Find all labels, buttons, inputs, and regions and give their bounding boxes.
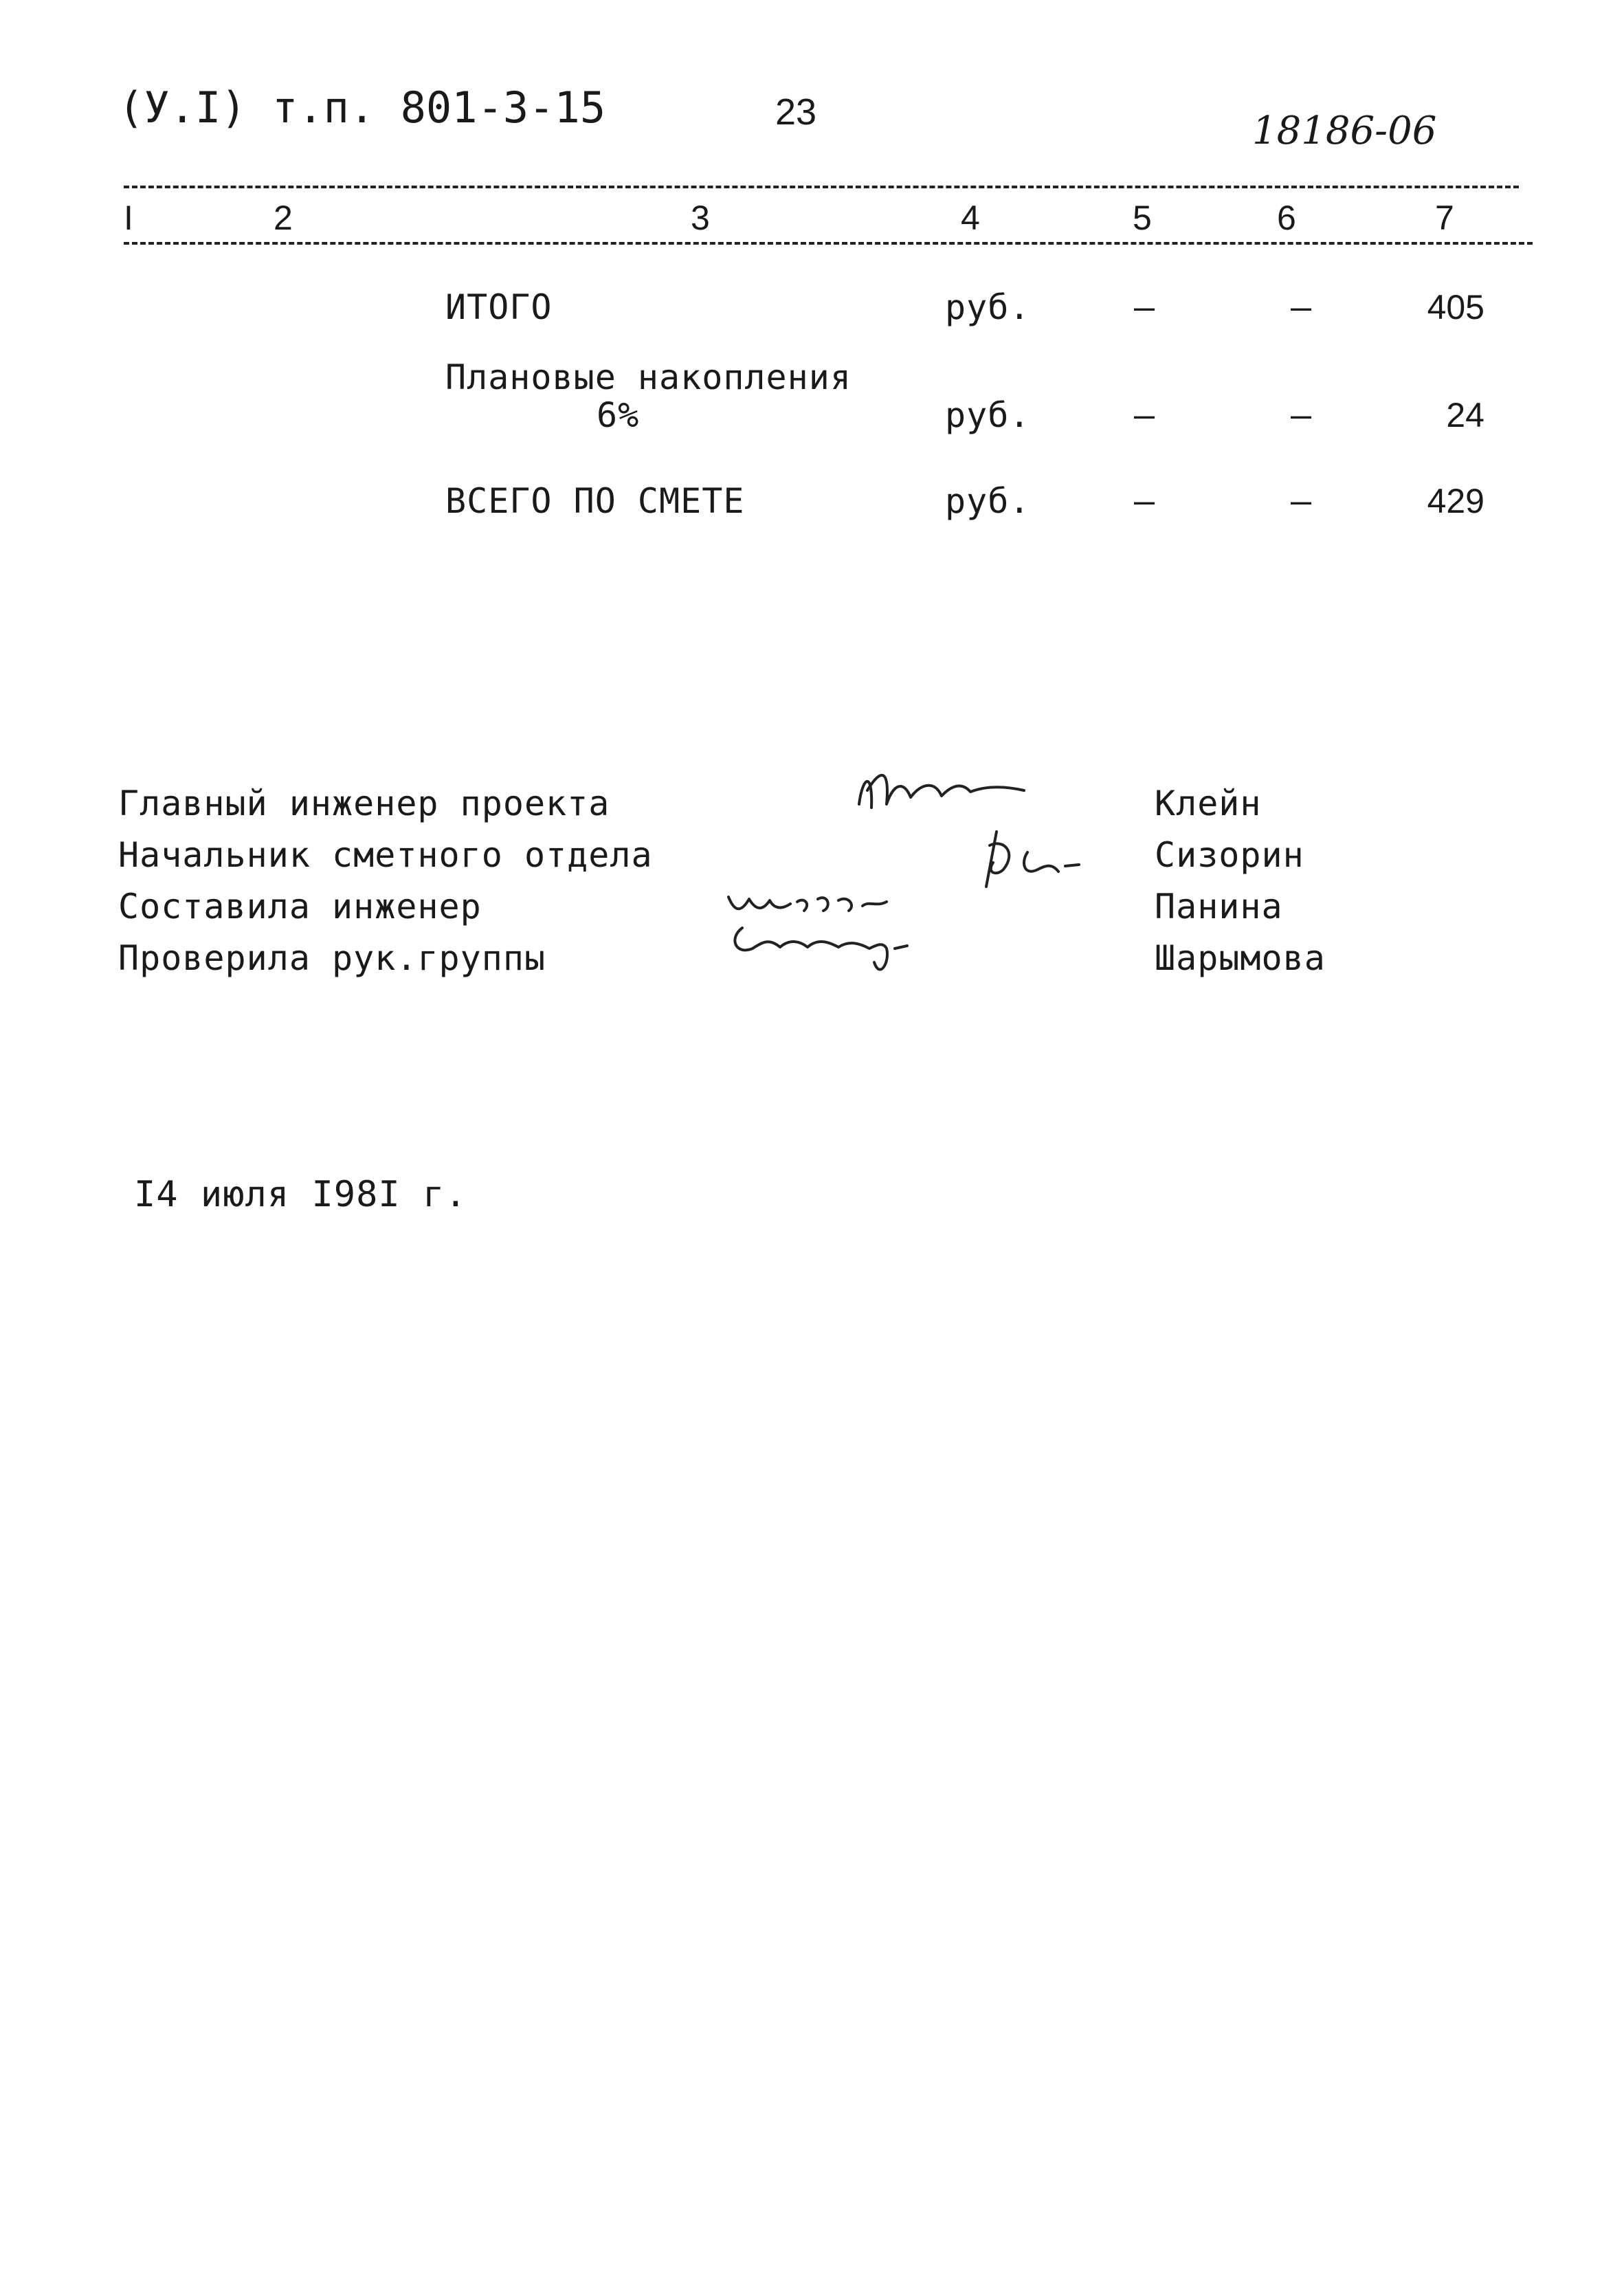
signature-sharymova: [735, 928, 907, 969]
signature-name: Клейн: [1155, 784, 1262, 823]
signature-position: Начальник сметного отдела: [118, 835, 653, 875]
signature-name: Панина: [1155, 887, 1283, 927]
row-col5: –: [1134, 395, 1156, 435]
column-header-7: 7: [1435, 199, 1454, 237]
row-total: 405: [1427, 288, 1484, 326]
row-label: ВСЕГО ПО СМЕТЕ: [445, 481, 745, 521]
column-header-5: 5: [1133, 199, 1152, 237]
row-col6: –: [1291, 287, 1313, 327]
document-code: (У.I) т.п. 801-3-15: [118, 82, 606, 133]
row-col5: –: [1134, 287, 1156, 327]
signature-position: Проверила рук.группы: [118, 938, 546, 978]
column-header-6: 6: [1277, 199, 1296, 237]
column-header-1: I: [124, 199, 133, 237]
row-unit: руб.: [945, 481, 1031, 521]
row-unit: руб.: [945, 287, 1031, 327]
page-number: 23: [775, 91, 817, 133]
signature-klein: [859, 775, 1024, 808]
signature-name: Шарымова: [1155, 938, 1326, 978]
column-header-2: 2: [274, 199, 293, 237]
signature-sizorin: [986, 832, 1079, 887]
header-rule-top: [124, 186, 1519, 188]
row-total: 429: [1427, 482, 1484, 520]
archive-number: 18186-06: [1252, 109, 1437, 153]
column-header-4: 4: [961, 199, 980, 237]
row-label: ИТОГО: [445, 287, 553, 327]
signature-name: Сизорин: [1155, 835, 1304, 875]
row-unit: руб.: [945, 395, 1031, 435]
signature-position: Составила инженер: [118, 887, 482, 927]
header-rule-bottom: [124, 242, 1533, 245]
document-date: I4 июля I98I г.: [134, 1174, 467, 1215]
row-col5: –: [1134, 481, 1156, 521]
handwritten-signatures: [715, 742, 1100, 1004]
row-label: Плановые накопления: [445, 357, 852, 397]
column-header-3: 3: [691, 199, 710, 237]
signature-position: Главный инженер проекта: [118, 784, 610, 823]
signature-panina: [728, 897, 887, 911]
row-col6: –: [1291, 481, 1313, 521]
row-label-line2: 6%: [597, 395, 640, 435]
row-total: 24: [1446, 396, 1484, 434]
row-col6: –: [1291, 395, 1313, 435]
